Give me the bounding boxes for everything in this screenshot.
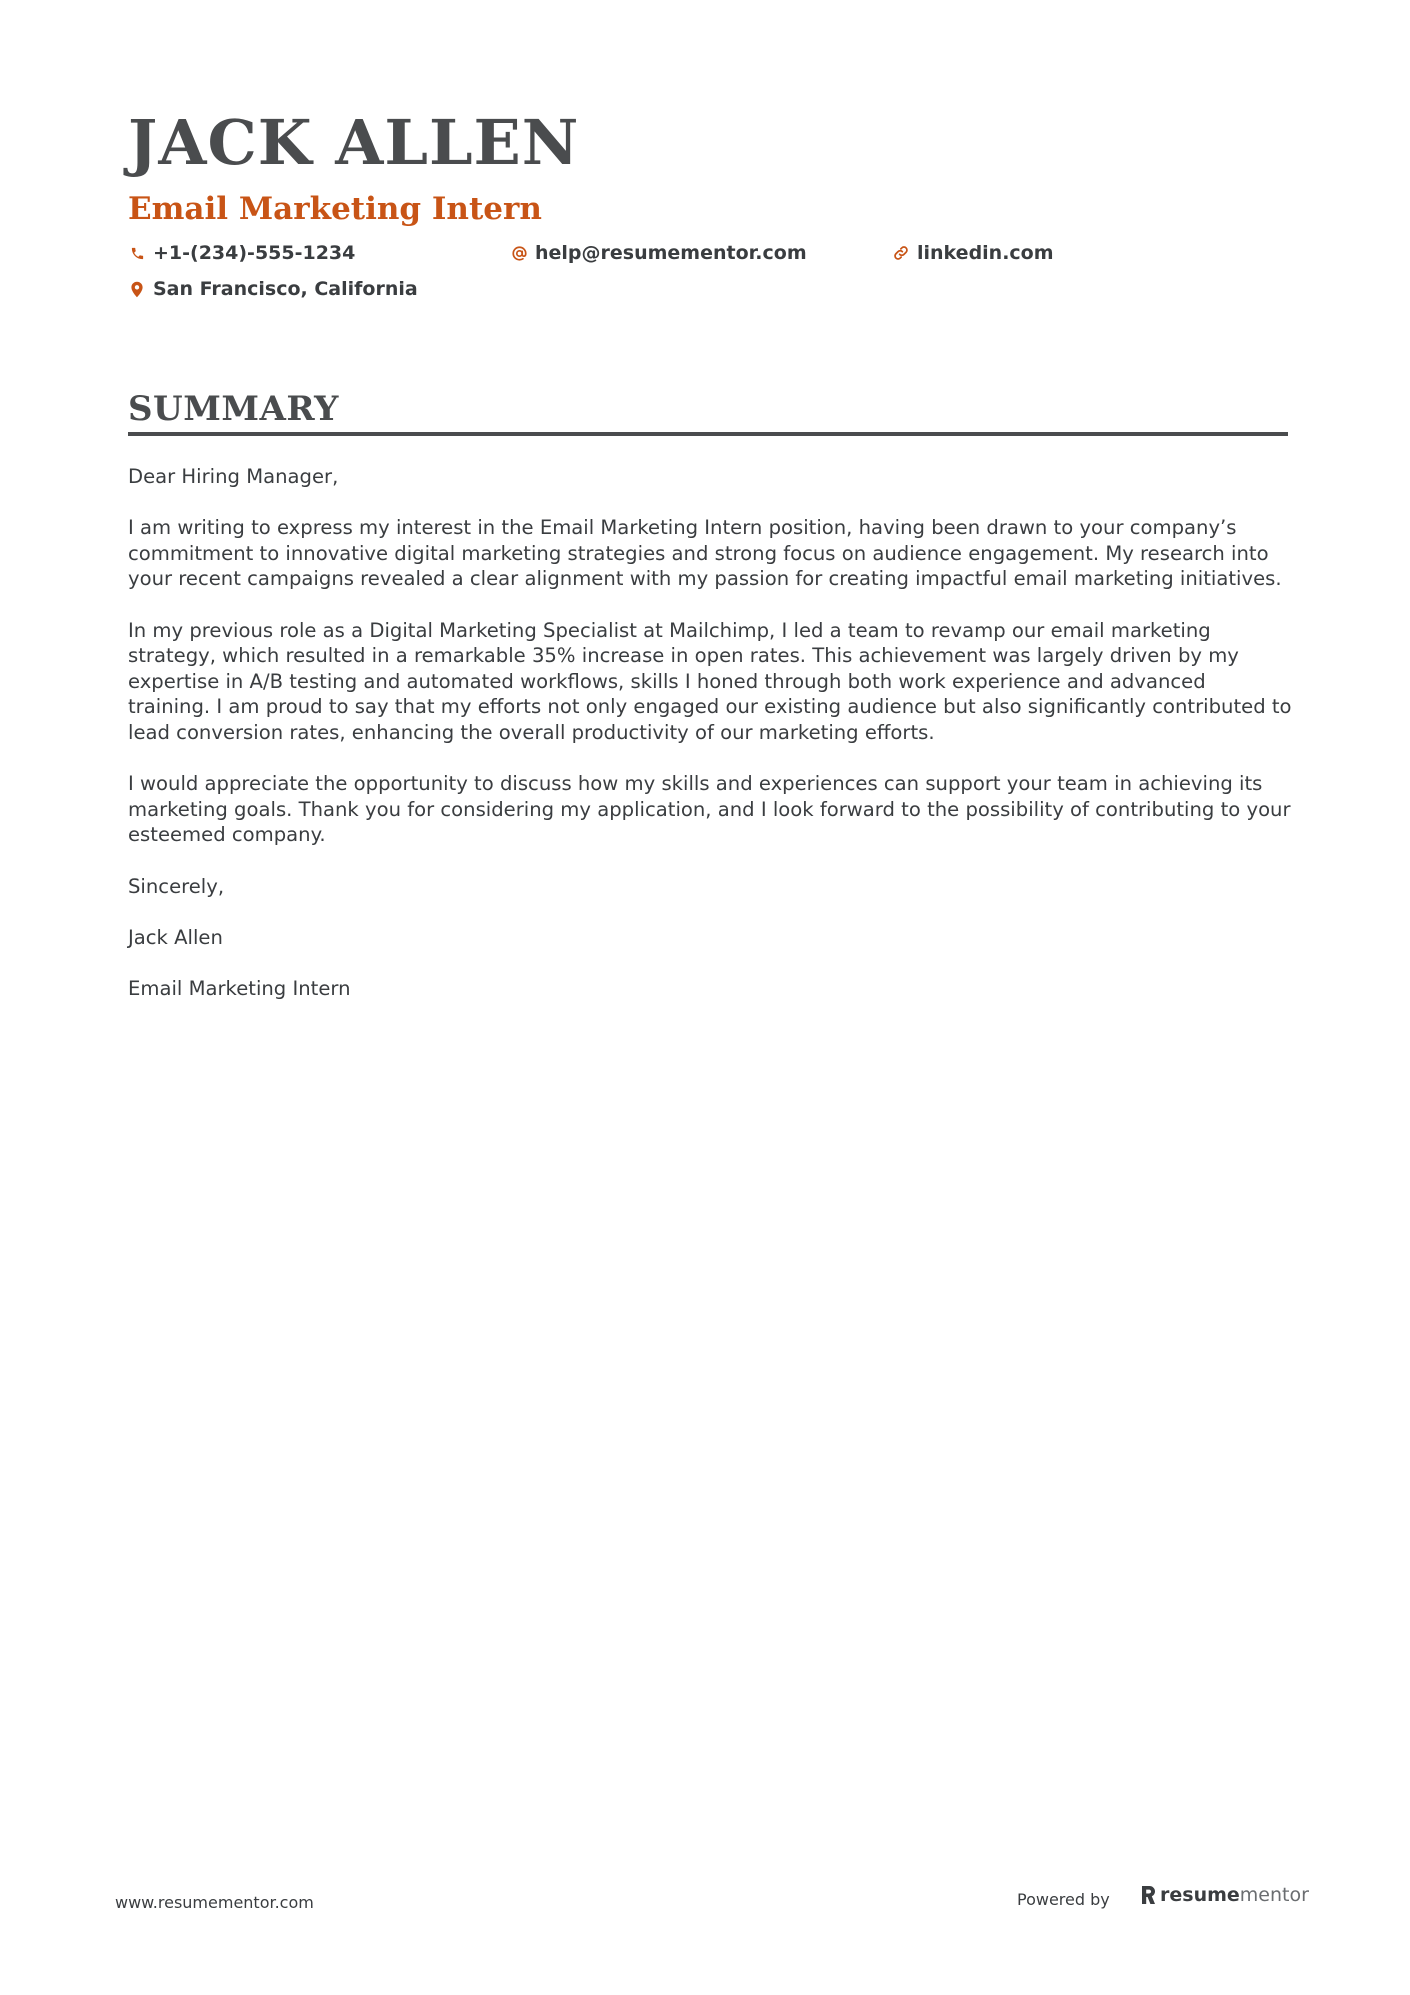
email-text[interactable]: help@resumementor.com	[535, 242, 807, 264]
linkedin-text[interactable]: linkedin.com	[917, 242, 1054, 264]
letter-greeting: Dear Hiring Manager,	[128, 465, 339, 488]
brand-name-light: mentor	[1239, 1884, 1309, 1906]
contact-linkedin[interactable]	[892, 242, 1054, 264]
at-icon	[510, 244, 528, 262]
letter-paragraph-2: In my previous role as a Digital Marketing Specialist at Mailchimp, I led a team to revamp our email marketing strategy, which resulted in a remarkable 35% increase in open rates. This achievement was largely driven by my expertise in A/B testing and automated workflows, skills I honed through both work experience and advanced training. I am proud to say that my efforts not only engaged our existing audience but also significantly contributed to lead conversion rates, enhancing the overall productivity of our marketing efforts.	[128, 618, 1292, 744]
contact-phone	[128, 242, 355, 264]
footer-website[interactable]: www.resumementor.com	[115, 1893, 314, 1912]
phone-icon	[128, 244, 146, 262]
phone-text: +1-(234)-555-1234	[153, 242, 356, 264]
letter-closing: Sincerely,	[128, 874, 225, 898]
footer-brand-logo[interactable]	[1140, 1884, 1309, 1906]
resumementor-logo-icon	[1140, 1885, 1156, 1905]
contact-location	[128, 278, 418, 300]
letter-signature-name: Jack Allen	[128, 925, 223, 949]
summary-heading: SUMMARY	[128, 389, 339, 429]
candidate-name: JACK ALLEN	[128, 106, 580, 179]
contact-email[interactable]	[510, 242, 807, 264]
letter-body	[128, 464, 1293, 1027]
footer-powered-by: Powered by	[1017, 1890, 1110, 1909]
letter-paragraph-3: I would appreciate the opportunity to discuss how my skills and experiences can support your team in achieving its marketing goals. Thank you for considering my application, and I look forward to the possibility of contributing to your esteemed company.	[128, 772, 1291, 847]
section-divider	[128, 432, 1288, 436]
letter-signature-title: Email Marketing Intern	[128, 976, 351, 1000]
letter-paragraph-1: I am writing to express my interest in the Email Marketing Intern position, having been drawn to your company’s commitment to innovative digital marketing strategies and strong focus on audience engagement. My research into your recent campaigns revealed a clear alignment with my passion for creating impactful email marketing initiatives.	[128, 516, 1282, 591]
brand-name-bold: resume	[1160, 1884, 1240, 1906]
location-text: San Francisco, California	[153, 278, 418, 300]
candidate-role: Email Marketing Intern	[128, 191, 542, 227]
link-icon	[892, 244, 910, 262]
location-pin-icon	[128, 280, 146, 298]
